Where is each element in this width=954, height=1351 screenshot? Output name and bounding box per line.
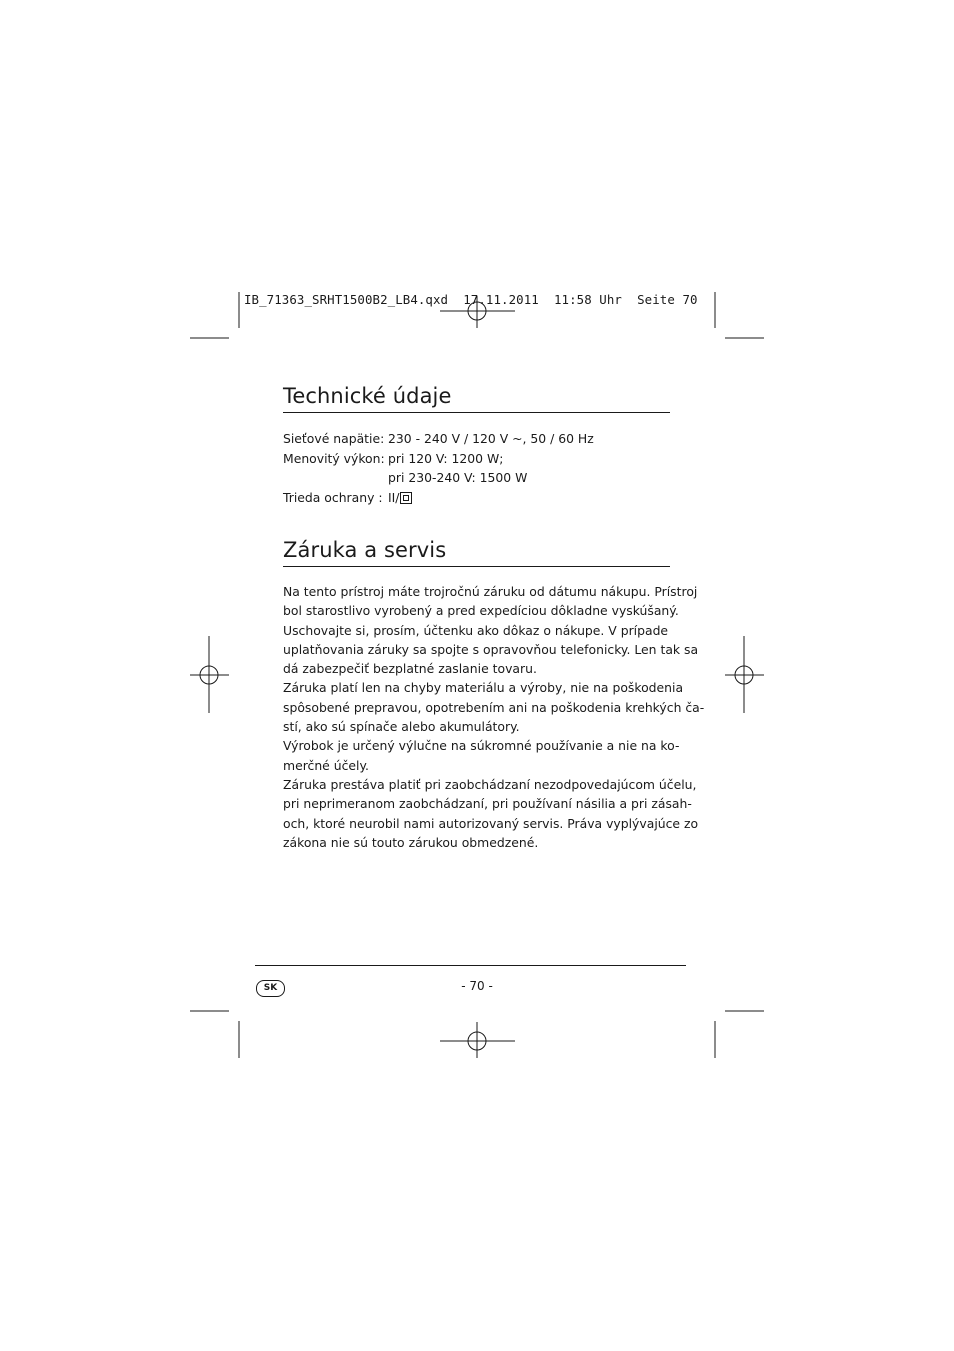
spec-value: 230 - 240 V / 120 V ~, 50 / 60 Hz bbox=[388, 431, 594, 446]
section-title-underline bbox=[283, 566, 670, 567]
section-title-underline bbox=[283, 412, 670, 413]
spec-label: Trieda ochrany : bbox=[283, 489, 383, 505]
text-line: och, ktoré neurobil nami autorizovaný servis. Práva vyplývajúce zo bbox=[283, 815, 699, 831]
text-line: uplatňovania záruky sa spojte s opravovňou telefonicky. Len tak sa bbox=[283, 641, 699, 657]
text-line: stí, ako sú spínače alebo akumulátory. bbox=[283, 719, 520, 735]
text-line: merčné účely. bbox=[283, 757, 369, 773]
text-line: zákona nie sú touto zárukou obmedzené. bbox=[283, 834, 539, 850]
language-badge: SK bbox=[256, 980, 285, 997]
warranty-paragraph bbox=[283, 582, 705, 852]
protection-class-text: II/ bbox=[388, 489, 400, 505]
text-line: Záruka prestáva platiť pri zaobchádzaní nezodpovedajúcom účelu, bbox=[283, 776, 697, 792]
footer-rule bbox=[255, 965, 686, 966]
text-line: spôsobené prepravou, opotrebením ani na poškodenia krehkých ča- bbox=[283, 699, 705, 715]
text-line: Záruka platí len na chyby materiálu a výroby, nie na poškodenia bbox=[283, 680, 684, 696]
text-line: bol starostlivo vyrobený a pred expedíciou dôkladne vyskúšaný. bbox=[283, 603, 679, 619]
section-title-technical-data: Technické údaje bbox=[283, 384, 452, 408]
text-line: Výrobok je určený výlučne na súkromné používanie a nie na ko- bbox=[283, 738, 680, 754]
spec-value: pri 120 V: 1200 W; bbox=[388, 450, 504, 466]
text-line: Na tento prístroj máte trojročnú záruku od dátumu nákupu. Prístroj bbox=[283, 584, 698, 599]
spec-label: Sieťové napätie: bbox=[283, 431, 385, 446]
print-slug-line: IB_71363_SRHT1500B2_LB4.qxd 17.11.2011 11:58 Uhr Seite 70 bbox=[244, 292, 698, 307]
registration-mark bbox=[725, 636, 764, 713]
registration-mark bbox=[190, 636, 229, 713]
text-line: dá zabezpečiť bezplatné zaslanie tovaru. bbox=[283, 661, 537, 677]
section-title-warranty-service: Záruka a servis bbox=[283, 538, 447, 562]
class-ii-double-square-icon bbox=[400, 492, 412, 504]
text-line: pri neprimeranom zaobchádzaní, pri používaní násilia a pri zásah- bbox=[283, 796, 692, 812]
spec-value: pri 230-240 V: 1500 W bbox=[388, 470, 528, 485]
registration-mark bbox=[440, 1022, 515, 1058]
text-line: Uschovajte si, prosím, účtenku ako dôkaz o nákupe. V prípade bbox=[283, 622, 669, 638]
spec-label: Menovitý výkon: bbox=[283, 450, 385, 466]
spec-value-protection-class bbox=[388, 488, 412, 508]
page-number: - 70 - bbox=[461, 979, 493, 993]
